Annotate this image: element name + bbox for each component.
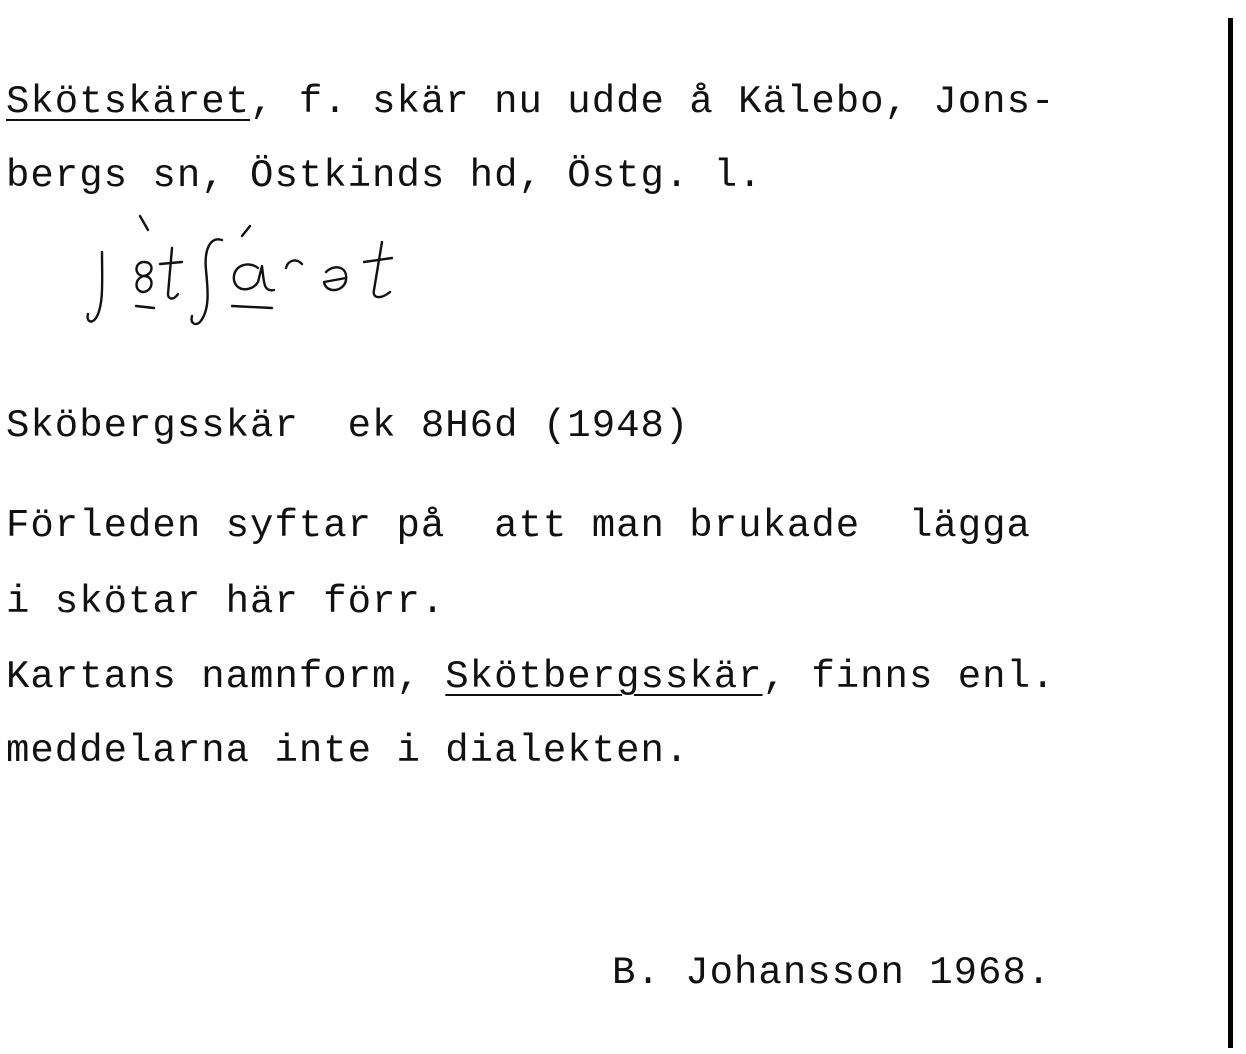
explanation-line-2: i skötar här förr. <box>6 580 446 624</box>
headword-line <box>6 80 1056 124</box>
map-reference-line: Sköbergsskär ek 8H6d (1948) <box>6 404 690 448</box>
phonetic-transcription <box>82 210 422 330</box>
card-edge-line <box>1228 18 1233 1048</box>
dialect-note-line: meddelarna inte i dialekten. <box>6 729 690 773</box>
map-form-suffix: , finns enl. <box>762 655 1056 699</box>
explanation-line-1: Förleden syftar på att man brukade lägga <box>6 504 1031 548</box>
map-form-prefix: Kartans namnform, <box>6 655 446 699</box>
map-form-line <box>6 655 1056 699</box>
signature: B. Johansson 1968. <box>612 951 1052 995</box>
map-form-name: Skötbergsskär <box>445 655 763 699</box>
headword-description: , f. skär nu udde å Kälebo, Jons- <box>250 80 1056 124</box>
headword: Skötskäret <box>6 80 251 124</box>
location-line: bergs sn, Östkinds hd, Östg. l. <box>6 154 763 198</box>
